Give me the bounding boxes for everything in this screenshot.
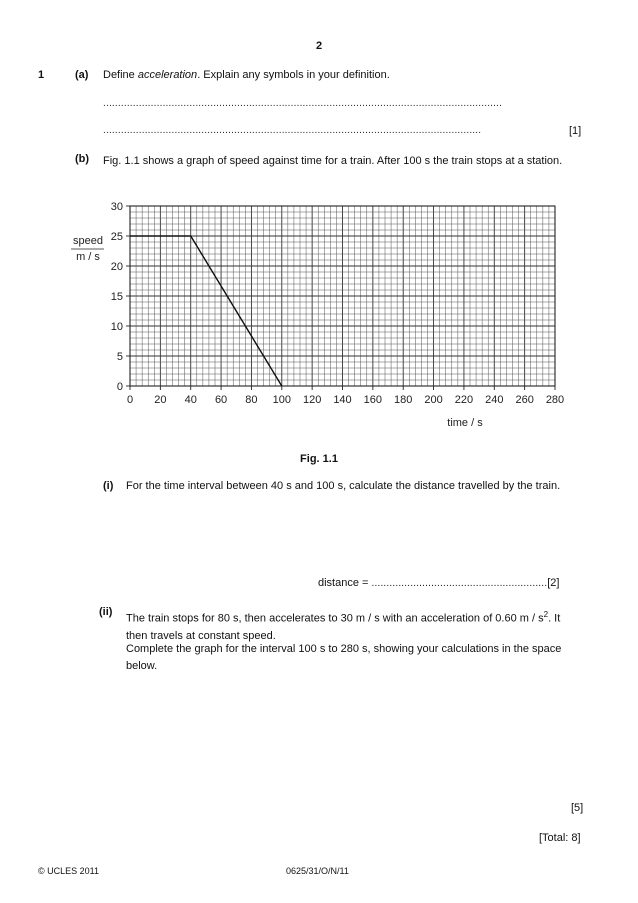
y-tick-label: 20	[110, 261, 123, 273]
answer-line-2[interactable]: ...............................................................................................................................	[103, 125, 482, 136]
total-marks: [Total: 8]	[539, 832, 581, 844]
x-tick-label: 40	[184, 394, 197, 406]
part-a-marks: [1]	[569, 125, 582, 137]
sub-ii-line-1-after: . It	[548, 612, 561, 625]
sub-ii-superscript: 2	[543, 610, 549, 619]
x-tick-label: 200	[424, 394, 443, 406]
x-tick-label: 80	[245, 394, 258, 406]
x-tick-label: 100	[272, 394, 291, 406]
x-tick-label: 260	[515, 394, 534, 406]
part-b-text: Fig. 1.1 shows a graph of speed against time for a train. After 100 s the train stops at a station.	[103, 155, 563, 167]
sub-ii-instruction: Complete the graph for the interval 100 s to 280 s, showing your calculations in the space below.	[126, 643, 562, 672]
question-number: 1	[38, 69, 45, 81]
part-a-text-before: Define	[103, 69, 138, 81]
x-tick-label: 120	[302, 394, 322, 406]
y-axis-label-unit: m / s	[76, 251, 100, 263]
x-tick-label: 280	[545, 394, 565, 406]
distance-label: distance =	[318, 577, 372, 589]
sub-ii-line-1-before: The train stops for 80 s, then accelerates to 30 m / s with an acceleration of 0.60 m / s	[126, 612, 544, 625]
part-a-label: (a)	[75, 69, 89, 81]
part-a-text-after: . Explain any symbols in your definition.	[197, 69, 390, 81]
x-tick-labels	[127, 386, 564, 406]
sub-i-label: (i)	[103, 480, 114, 492]
figure-caption: Fig. 1.1	[300, 453, 338, 465]
page-number: 2	[315, 40, 323, 52]
x-tick-label: 20	[154, 394, 167, 406]
graph-grid	[130, 206, 555, 386]
sub-ii-text	[126, 606, 588, 645]
answer-line-1[interactable]: ......................................................................................................................................	[103, 98, 503, 109]
y-tick-label: 5	[116, 351, 123, 363]
y-tick-label: 10	[110, 321, 123, 333]
sub-ii-line-2: then travels at constant speed.	[126, 629, 276, 642]
y-tick-label: 30	[110, 201, 123, 213]
y-tick-labels	[111, 201, 130, 393]
sub-ii-label: (ii)	[99, 606, 113, 618]
sub-ii-line-1	[126, 606, 588, 628]
x-tick-label: 0	[126, 394, 134, 406]
y-tick-label: 0	[116, 381, 123, 393]
part-b-label: (b)	[75, 153, 90, 165]
speed-line-series	[130, 236, 282, 386]
distance-answer-dots[interactable]: ...........................................................	[371, 578, 548, 589]
sub-i-text: For the time interval between 40 s and 100 s, calculate the distance travelled by the train.	[126, 480, 561, 492]
x-tick-label: 160	[363, 394, 383, 406]
footer-paper-code: 0625/31/O/N/11	[286, 866, 349, 876]
speed-time-graph	[0, 190, 638, 440]
x-tick-label: 180	[394, 394, 413, 406]
part-a-text-italic: acceleration	[137, 69, 198, 81]
y-tick-label: 25	[110, 231, 123, 243]
sub-i-marks: [2]	[547, 577, 560, 589]
y-tick-label: 15	[110, 291, 123, 303]
x-tick-label: 220	[454, 394, 474, 406]
distance-answer[interactable]	[318, 577, 559, 589]
y-axis-label-speed: speed	[73, 235, 103, 247]
footer-copyright: © UCLES 2011	[38, 866, 99, 876]
x-tick-label: 140	[333, 394, 352, 406]
part-a-question	[103, 69, 390, 81]
x-tick-label: 60	[214, 394, 228, 406]
sub-ii-marks: [5]	[571, 802, 584, 814]
x-axis-label: time / s	[447, 417, 483, 429]
x-tick-label: 240	[485, 394, 504, 406]
